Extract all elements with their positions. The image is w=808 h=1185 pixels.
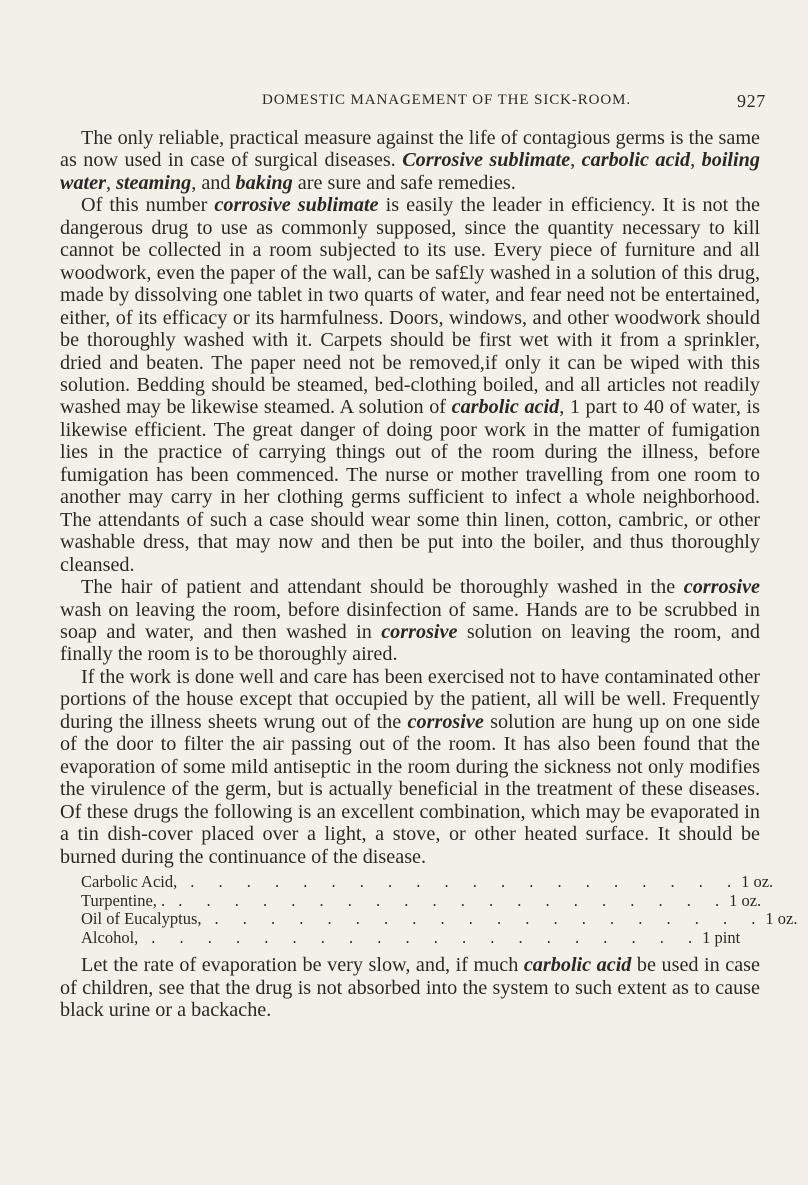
ingredient-name: Alcohol,: [81, 927, 139, 947]
recipe-row: [60, 871, 774, 892]
ingredient-name: Turpentine, .: [81, 890, 166, 910]
text-run: are sure and safe remedies.: [292, 171, 516, 194]
closing-paragraph: [60, 954, 760, 1021]
italic-term: boiling water: [60, 149, 760, 194]
page-number: 927: [737, 91, 766, 111]
text-run: solution are hung up on one side of the door to filter the air passing out of the room. It has also been found that the evaporation of some mild antiseptic in the room during the sickness not only modifies the virulence of the germ, but is actually beneficial in the treatment of these diseases. Of these drugs the following is an excellent combination, which may be evaporated in a tin dish-cover placed over a light, a stove, or other heated surface. It should be burned during the continuance of the disease.: [60, 710, 760, 868]
text-run: Of this number: [81, 194, 215, 217]
text-run: , 1 part to 40 of water, is likewise efficient. The great danger of doing poor work in the matter of fumigation lies in the practice of carrying things out of the room during the illness, before fumigation has been commenced. The nurse or mother travelling from one room to another may carry in her clothing germs sufficient to infect a whole neighborhood. The attendants of such a case should wear some thin linen, cotton, cambric, or other washable dress, that may now and then be put into the boiler, and thus thoroughly cleansed.: [60, 396, 760, 576]
running-head: [0, 92, 801, 118]
ingredient-name: Oil of Eucalyptus,: [81, 909, 202, 929]
dot-leader: . . . . . . . . . . . . . . . . . . . .: [151, 927, 703, 947]
text-run: solution on leaving the room, and finally the room is to be thoroughly aired.: [60, 620, 761, 666]
italic-term: corrosive: [381, 620, 458, 643]
italic-term: Corrosive sublimate: [402, 149, 571, 172]
dot-leader: . . . . . . . . . . . . . . . . . . . .: [214, 909, 766, 929]
italic-term: carbolic acid: [581, 149, 691, 172]
ingredient-amount: 1 oz.: [729, 890, 762, 910]
text-run: The only reliable, practical measure against the life of contagious germs is the same as now used in case of surgical diseases.: [60, 127, 760, 172]
body-text: [60, 127, 798, 1022]
dot-leader: . . . . . . . . . . . . . . . . . . . .: [178, 890, 730, 910]
running-title: DOMESTIC MANAGEMENT OF THE SICK-ROOM.: [262, 92, 632, 108]
paragraph-2: [60, 194, 760, 576]
text-run: Let the rate of evaporation be very slow, and, if much: [81, 954, 524, 977]
text-run: be used in case of children, see that the drug is not absorbed into the system to such extent as to cause black urine or a backache.: [60, 954, 760, 1022]
text-run: ,: [690, 149, 702, 172]
text-run: ,: [570, 149, 582, 172]
recipe-row: [60, 927, 741, 948]
italic-term: carbolic acid: [451, 396, 560, 419]
italic-term: steaming: [116, 171, 192, 194]
paragraph-1: [60, 127, 760, 194]
ingredient-amount: 1 pint: [702, 927, 741, 947]
recipe-list: [60, 871, 798, 947]
italic-term: corrosive: [683, 576, 760, 599]
text-run: The hair of patient and attendant should be thoroughly washed in the: [81, 576, 684, 599]
ingredient-amount: 1 oz.: [741, 871, 774, 891]
italic-term: carbolic acid: [523, 954, 632, 977]
paragraph-3: [60, 576, 760, 666]
recipe-row: [60, 890, 762, 911]
text-run: If the work is done well and care has been exercised not to have contaminated other portions of the house except that occupied by the patient, all will be well. Frequently during the illness sheets wrung out of the: [60, 665, 760, 733]
italic-term: corrosive: [407, 710, 484, 733]
text-run: is easily the leader in efficiency. It is not the dangerous drug to use as commonly supposed, since the quantity necessary to kill cannot be collected in a room subjected to its use. Every piece of furniture and all woodwork, even the paper of the wall, can be saf£ly washed in a solution of this drug, made by dissolving one tablet in two quarts of water, and fear need not be entertained, either, of its efficacy or its harmfulness. Doors, windows, and other woodwork should be thoroughly washed with it. Carpets should be first wet with it from a sprinkler, dried and beaten. The paper need not be removed,if only it can be wiped with this solution. Bedding should be steamed, bed-clothing boiled, and all articles not readily washed may be likewise steamed. A solution of: [60, 194, 760, 419]
paragraph-4: [60, 666, 760, 868]
text-run: , and: [191, 171, 236, 194]
text-run: wash on leaving the room, before disinfection of same. Hands are to be scrubbed in soap and water, and then washed in: [60, 598, 760, 643]
dot-leader: . . . . . . . . . . . . . . . . . . . .: [190, 871, 742, 891]
recipe-row: [60, 909, 798, 929]
text-run: ,: [105, 171, 117, 194]
italic-term: baking: [235, 171, 293, 194]
italic-term: corrosive sublimate: [214, 194, 379, 217]
ingredient-amount: 1 oz.: [765, 909, 798, 929]
ingredient-name: Carbolic Acid,: [81, 871, 178, 891]
